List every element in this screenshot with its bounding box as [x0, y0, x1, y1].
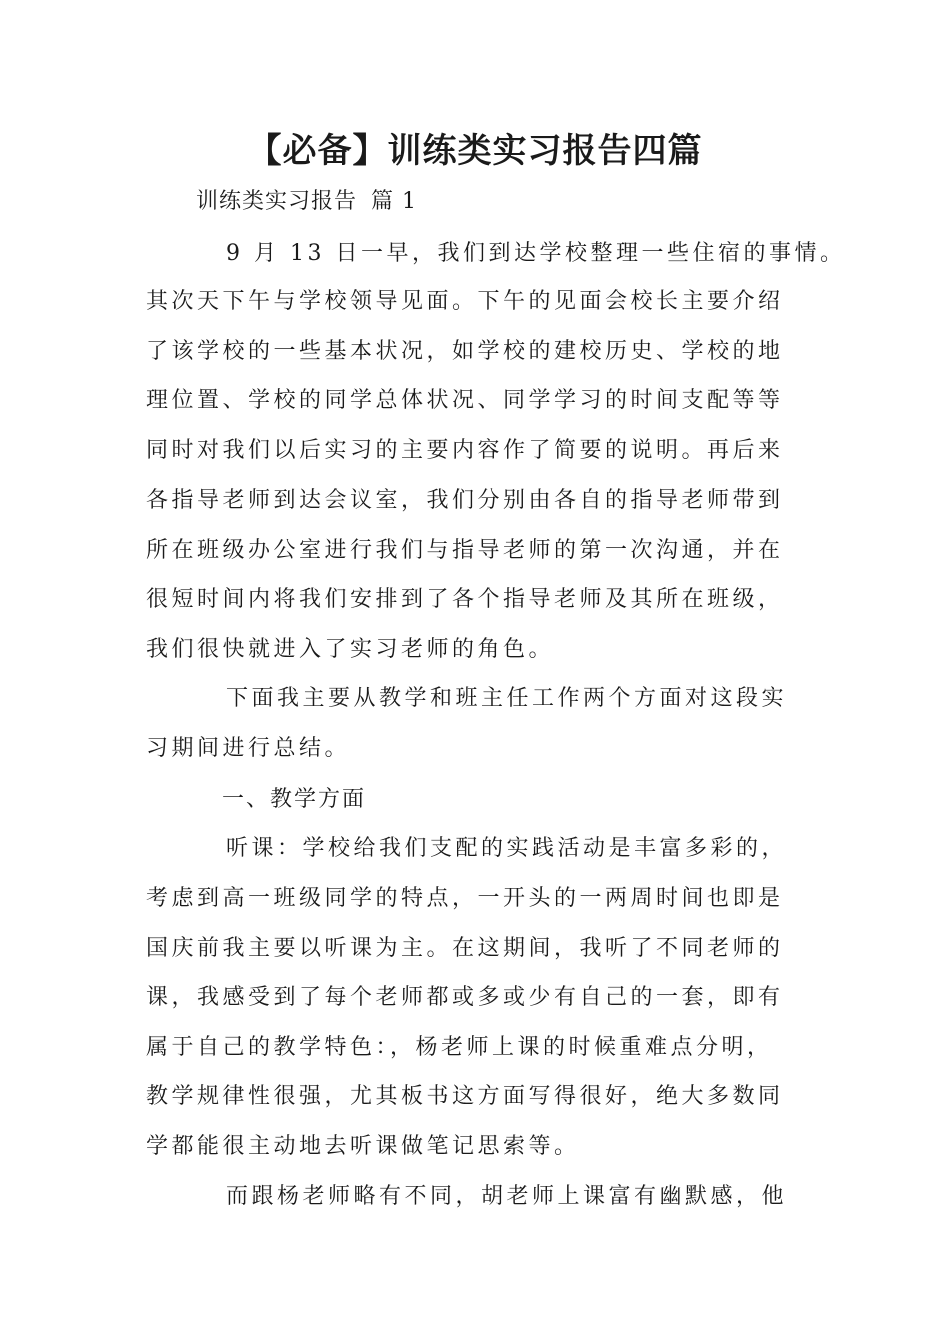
text-line: 教学规律性很强，尤其板书这方面写得很好，绝大多数同	[146, 1084, 784, 1109]
text-line: 下面我主要从教学和班主任工作两个方面对这段实	[226, 686, 788, 711]
text-line: 了该学校的一些基本状况，如学校的建校历史、学校的地	[146, 339, 784, 364]
text-line: 很短时间内将我们安排到了各个指导老师及其所在班级，	[146, 587, 784, 612]
text-line: 习期间进行总结。	[146, 736, 351, 761]
part-label: 篇 1	[371, 189, 418, 214]
text-line: 而跟杨老师略有不同，胡老师上课富有幽默感，他	[226, 1184, 788, 1209]
text-line: 各指导老师到达会议室，我们分别由各自的指导老师带到	[146, 488, 784, 513]
text-line: 所在班级办公室进行我们与指导老师的第一次沟通，并在	[146, 538, 784, 563]
text-line: 我们很快就进入了实习老师的角色。	[146, 637, 555, 662]
text-line: 学都能很主动地去听课做笔记思索等。	[146, 1134, 580, 1159]
text-line: 听课：学校给我们支配的实践活动是丰富多彩的，	[226, 836, 788, 861]
text-line: 同时对我们以后实习的主要内容作了简要的说明。再后来	[146, 438, 784, 463]
report-name: 训练类实习报告	[196, 189, 358, 214]
section-heading: 一、教学方面	[222, 787, 367, 812]
text-line: 理位置、学校的同学总体状况、同学学习的时间支配等等	[146, 388, 784, 413]
text-line: 属于自己的教学特色：，杨老师上课的时候重难点分明，	[146, 1035, 773, 1060]
text-line: 其次天下午与学校领导见面。下午的见面会校长主要介绍	[146, 289, 784, 314]
text-line: 课，我感受到了每个老师都或多或少有自己的一套，即有	[146, 985, 784, 1010]
section-subtitle	[196, 182, 417, 222]
text-line: 考虑到高一班级同学的特点，一开头的一两周时间也即是	[146, 886, 784, 911]
document-title: 【必备】训练类实习报告四篇	[247, 131, 703, 171]
text-line: 国庆前我主要以听课为主。在这期间，我听了不同老师的	[146, 936, 784, 961]
text-line: 9 月 13 日一早，我们到达学校整理一些住宿的事情。	[226, 241, 846, 266]
